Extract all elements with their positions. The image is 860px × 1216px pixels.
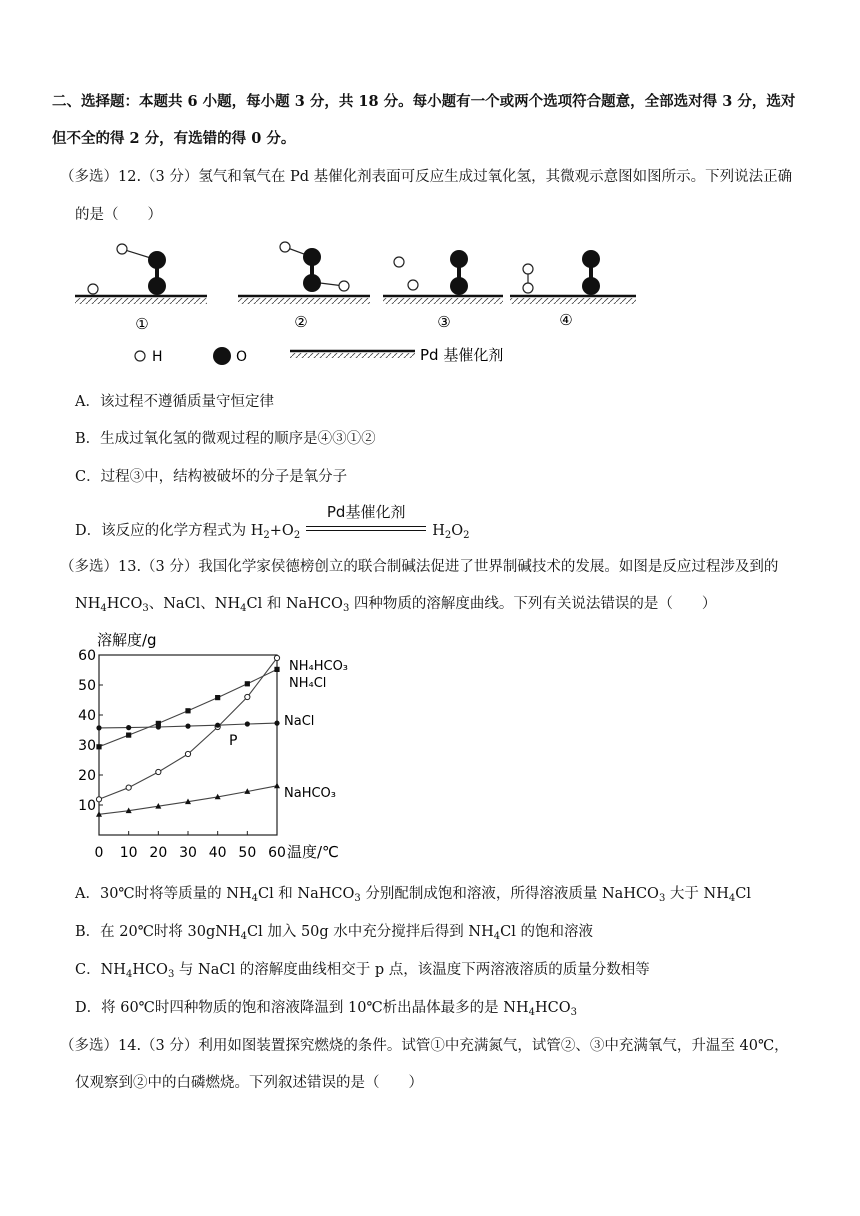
intersection-point-label: P bbox=[229, 733, 238, 749]
legend-o-label: O bbox=[236, 349, 248, 365]
q13-option-a: A．30℃时将等质量的 $NH_4Cl$ 和 NaHCO$_3$ 分别配制成饱和溶液，所得溶液质量 NaHCO$_3$ 大于 $NH_4Cl$ bbox=[75, 886, 751, 904]
q14-stem-line-1: （多选）14.（3 分）利用如图装置探究燃烧的条件。试管①中充满氮气，试管②、③中充满氧气，升温至 40℃， bbox=[60, 1038, 789, 1054]
data-point bbox=[185, 751, 190, 756]
h-atom bbox=[523, 283, 533, 293]
x-axis-label: 温度/℃ bbox=[287, 843, 339, 861]
q14-stem-line-2: 仅观察到②中的白磷燃烧。下列叙述错误的是（ ） bbox=[75, 1075, 423, 1091]
series-label: NaHCO₃ bbox=[284, 786, 336, 801]
y-tick-label: 50 bbox=[78, 678, 96, 694]
h-atom bbox=[117, 244, 127, 254]
h-atom bbox=[339, 281, 349, 291]
data-point bbox=[156, 724, 161, 729]
q12-option-b: B．生成过氧化氢的微观过程的顺序是④③①② bbox=[75, 431, 376, 447]
data-point bbox=[245, 681, 250, 686]
data-point bbox=[185, 724, 190, 729]
legend-h-label: H bbox=[152, 349, 163, 365]
q12-option-a: A．该过程不遵循质量守恒定律 bbox=[75, 394, 274, 410]
h-atom bbox=[523, 264, 533, 274]
step-label-2: ② bbox=[294, 313, 308, 331]
q13-option-c: C．$NH_4HCO_3$ 与 NaCl 的溶解度曲线相交于 p 点，该温度下两溶液溶质的质量分数相等 bbox=[75, 962, 650, 980]
data-point bbox=[96, 744, 101, 749]
section-title-line-1: 二、选择题：本题共 6 小题，每小题 3 分，共 18 分。每小题有一个或两个选项符合题意，全部选对得 3 分，选对 bbox=[52, 93, 796, 110]
data-point bbox=[215, 723, 220, 728]
y-tick-label: 10 bbox=[78, 798, 96, 814]
data-point bbox=[245, 721, 250, 726]
data-point bbox=[274, 721, 279, 726]
h-atom bbox=[394, 257, 404, 267]
panel-2 bbox=[238, 242, 370, 304]
data-point bbox=[245, 694, 250, 699]
y-tick-label: 30 bbox=[78, 738, 96, 754]
panel-4 bbox=[510, 250, 636, 304]
x-tick-label: 30 bbox=[179, 845, 197, 861]
data-point bbox=[215, 695, 220, 700]
series-label: NaCl bbox=[284, 714, 315, 729]
o-atom bbox=[582, 277, 600, 295]
data-point bbox=[96, 797, 101, 802]
y-tick-label: 20 bbox=[78, 768, 96, 784]
legend-o-marker bbox=[213, 347, 231, 365]
data-point bbox=[274, 655, 279, 660]
h-atom bbox=[88, 284, 98, 294]
data-point bbox=[126, 785, 131, 790]
data-point bbox=[274, 783, 280, 789]
solubility-chart bbox=[78, 625, 375, 870]
x-tick-label: 10 bbox=[119, 845, 138, 861]
h-atom bbox=[280, 242, 290, 252]
o-atom bbox=[450, 277, 468, 295]
h-atom bbox=[408, 280, 418, 290]
q12-option-c: C．过程③中，结构被破坏的分子是氧分子 bbox=[75, 469, 348, 485]
q13-option-b: B．在 20℃时将 30gNH$_4$Cl 加入 50g 水中充分搅拌后得到 $NH_4Cl$ 的饱和溶液 bbox=[75, 924, 593, 942]
data-point bbox=[185, 708, 190, 713]
series-line bbox=[99, 669, 277, 746]
o-atom bbox=[582, 250, 600, 268]
x-tick-label: 0 bbox=[94, 845, 104, 861]
q12-option-d: D．该反应的化学方程式为 $H_2+O_2$ Pd基催化剂 $H_2O_2$ bbox=[75, 503, 470, 541]
x-tick-label: 20 bbox=[149, 845, 168, 861]
q12-stem-line-1: （多选）12.（3 分）氢气和氧气在 Pd 基催化剂表面可反应生成过氧化氢，其微观示意图如图所示。下列说法正确 bbox=[60, 169, 793, 185]
data-point bbox=[126, 725, 131, 730]
step-label-3: ③ bbox=[437, 313, 451, 331]
y-tick-label: 40 bbox=[78, 708, 96, 724]
q13-stem-line-2: $NH_4HCO_3$、NaCl、$NH_4Cl$ 和 NaHCO$_3$ 四种物质的溶解度曲线。下列有关说法错误的是（ ） bbox=[75, 596, 717, 614]
series-label: NH₄HCO₃ bbox=[289, 659, 349, 674]
series-label: NH₄Cl bbox=[289, 676, 327, 691]
data-point bbox=[126, 733, 131, 738]
data-point bbox=[156, 769, 161, 774]
data-point bbox=[274, 667, 279, 672]
q13-stem-line-1: （多选）13.（3 分）我国化学家侯德榜创立的联合制碱法促进了世界制碱技术的发展。如图是反应过程涉及到的 bbox=[60, 559, 779, 575]
y-tick-label: 60 bbox=[78, 648, 96, 664]
x-tick-label: 50 bbox=[238, 845, 257, 861]
o-atom bbox=[303, 274, 321, 292]
step-label-4: ④ bbox=[559, 311, 573, 329]
q12-stem-line-2: 的是（ ） bbox=[75, 207, 162, 223]
x-tick-label: 40 bbox=[208, 845, 227, 861]
y-axis-label: 溶解度/g bbox=[97, 631, 157, 649]
q13-option-d: D．将 60℃时四种物质的饱和溶液降温到 10℃析出晶体最多的是 $NH_4HCO_3$ bbox=[75, 1000, 578, 1018]
o-atom bbox=[148, 277, 166, 295]
step-label-1: ① bbox=[135, 315, 149, 333]
legend-catalyst-label: Pd 基催化剂 bbox=[420, 346, 504, 364]
reaction-condition: Pd基催化剂 bbox=[306, 515, 426, 537]
q12-micro-diagram bbox=[70, 230, 710, 370]
panel-3 bbox=[383, 250, 503, 304]
o-atom bbox=[303, 248, 321, 266]
o-atom bbox=[450, 250, 468, 268]
section-title-line-2: 但不全的得 2 分，有选错的得 0 分。 bbox=[52, 130, 296, 147]
panel-1 bbox=[75, 244, 207, 304]
legend-h-marker bbox=[135, 351, 145, 361]
o-atom bbox=[148, 251, 166, 269]
data-point bbox=[96, 725, 101, 730]
x-tick-label: 60 bbox=[268, 845, 286, 861]
